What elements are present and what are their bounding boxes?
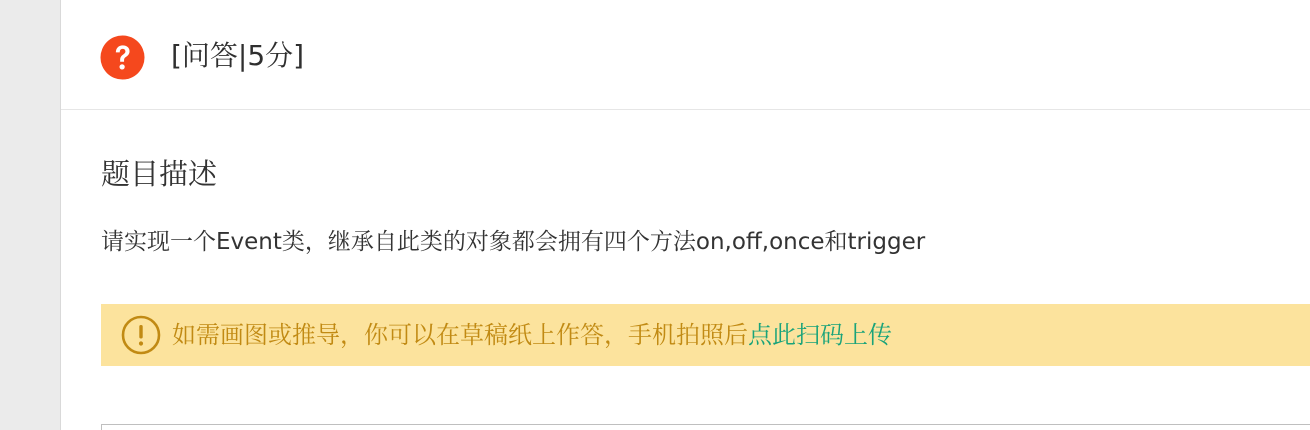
question-type-label: [问答|5分] — [171, 39, 305, 72]
description-text: 请实现一个Event类，继承自此类的对象都会拥有四个方法on,off,once和trigger — [101, 229, 926, 255]
left-gutter — [0, 0, 60, 430]
scan-upload-link[interactable]: 点此扫码上传 — [748, 321, 892, 349]
question-header — [61, 2, 1310, 110]
answer-input-area[interactable] — [101, 424, 1310, 430]
exclamation-circle-icon — [121, 315, 161, 355]
description-heading: 题目描述 — [101, 157, 218, 191]
notice-message: 如需画图或推导，你可以在草稿纸上作答，手机拍照后 — [172, 321, 748, 349]
notice-text — [172, 316, 892, 354]
upload-notice — [101, 304, 1310, 366]
question-card — [60, 0, 1310, 430]
question-circle-icon — [100, 35, 145, 80]
